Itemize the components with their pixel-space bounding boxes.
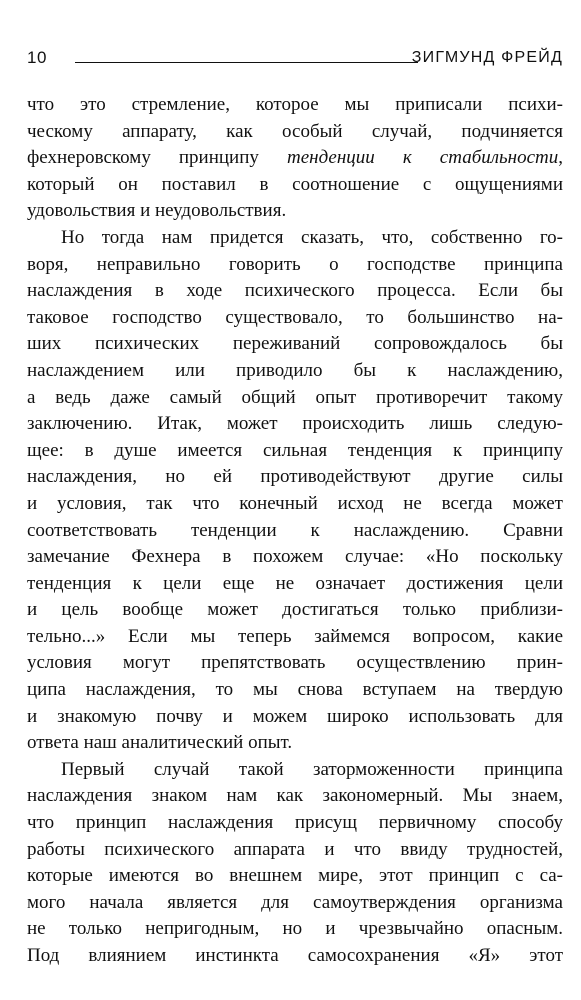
text-run: фехнеровскому принципу	[27, 147, 287, 169]
text-run: ответа наш аналитический опыт.	[27, 732, 293, 754]
header-rule	[75, 62, 418, 63]
text-line	[27, 172, 563, 199]
page-number: 10	[27, 48, 47, 67]
body-text	[27, 92, 563, 970]
italic-run: тенденции к стабильности	[286, 147, 559, 169]
text-run: ших психических переживаний сопровождалось бы	[27, 333, 563, 355]
text-line	[27, 730, 563, 757]
text-run: который он поставил в соотношение с ощущениями	[27, 173, 563, 195]
text-line	[27, 491, 563, 518]
text-line	[27, 783, 563, 810]
text-run: наслаждением или приводило бы к наслаждению,	[27, 359, 563, 381]
text-line	[27, 385, 563, 412]
text-line	[27, 810, 563, 837]
text-run: щее: в душе имеется сильная тенденция к принципу	[27, 439, 563, 461]
text-line	[27, 650, 563, 677]
text-line	[27, 411, 563, 438]
text-line	[27, 305, 563, 332]
text-run: а ведь даже самый общий опыт противоречит такому	[27, 386, 563, 408]
text-line	[27, 438, 563, 465]
text-run: Но тогда нам придется сказать, что, собственно го-	[61, 226, 563, 248]
text-line	[27, 92, 563, 119]
text-line	[27, 943, 563, 970]
text-line	[27, 358, 563, 385]
running-title: ЗИГМУНД ФРЕЙД	[411, 49, 563, 66]
text-line	[27, 916, 563, 943]
text-run: наслаждения знаком нам как закономерный. Мы знаем,	[27, 785, 563, 807]
text-run: работы психического аппарата и что ввиду трудностей,	[27, 838, 563, 860]
text-run: которые имеются во внешнем мире, этот принцип с са-	[27, 865, 563, 887]
paragraph	[27, 92, 563, 225]
text-line	[27, 890, 563, 917]
text-line	[27, 518, 563, 545]
page-header	[27, 48, 563, 72]
text-line	[27, 331, 563, 358]
text-line	[27, 677, 563, 704]
text-run: ческому аппарату, как особый случай, подчиняется	[27, 120, 563, 142]
text-line	[27, 597, 563, 624]
text-line	[27, 252, 563, 279]
text-run: тенденция к цели еще не означает достижения цели	[27, 572, 563, 594]
text-line	[27, 145, 563, 172]
paragraph	[27, 757, 563, 970]
text-line	[27, 704, 563, 731]
text-line	[27, 464, 563, 491]
text-line	[27, 225, 563, 252]
text-run: и знакомую почву и можем широко использовать для	[27, 705, 563, 727]
text-run: что принцип наслаждения присущ первичному способу	[27, 812, 563, 834]
text-line	[27, 119, 563, 146]
text-run: условия могут препятствовать осуществлению прин-	[27, 652, 563, 674]
text-run: воря, неправильно говорить о господстве принципа	[27, 253, 563, 275]
text-run: Под влиянием инстинкта самосохранения «Я» этот	[27, 945, 563, 966]
text-run: наслаждения, но ей противодействуют другие силы	[27, 466, 563, 488]
text-line	[27, 571, 563, 598]
text-run: что это стремление, которое мы приписали психи-	[27, 94, 563, 115]
text-line	[27, 544, 563, 571]
text-line	[27, 837, 563, 864]
text-run: тельно...» Если мы теперь займемся вопросом, какие	[27, 625, 563, 647]
text-run: и условия, так что конечный исход не всегда может	[27, 492, 563, 514]
text-run: заключению. Итак, может происходить лишь следую-	[27, 413, 563, 435]
paragraph	[27, 225, 563, 757]
text-run: удовольствия и неудовольствия.	[27, 200, 287, 222]
text-line	[27, 757, 563, 784]
text-run: и цель вообще может достигаться только приблизи-	[27, 599, 563, 621]
text-run: замечание Фехнера в похожем случае: «Но поскольку	[27, 546, 563, 568]
text-run: соответствовать тенденции к наслаждению. Сравни	[27, 519, 563, 541]
text-run: мого начала является для самоутверждения организма	[27, 891, 563, 913]
text-run: ,	[558, 147, 564, 169]
text-run: ципа наслаждения, то мы снова вступаем на твердую	[27, 679, 563, 701]
text-line	[27, 863, 563, 890]
text-run: не только непригодным, но и чрезвычайно опасным.	[27, 918, 563, 940]
text-run: наслаждения в ходе психического процесса. Если бы	[27, 280, 563, 302]
text-run: таковое господство существовало, то большинство на-	[27, 306, 563, 328]
text-line	[27, 278, 563, 305]
text-run: Первый случай такой заторможенности принципа	[61, 758, 563, 780]
text-line	[27, 624, 563, 651]
text-line	[27, 198, 563, 225]
